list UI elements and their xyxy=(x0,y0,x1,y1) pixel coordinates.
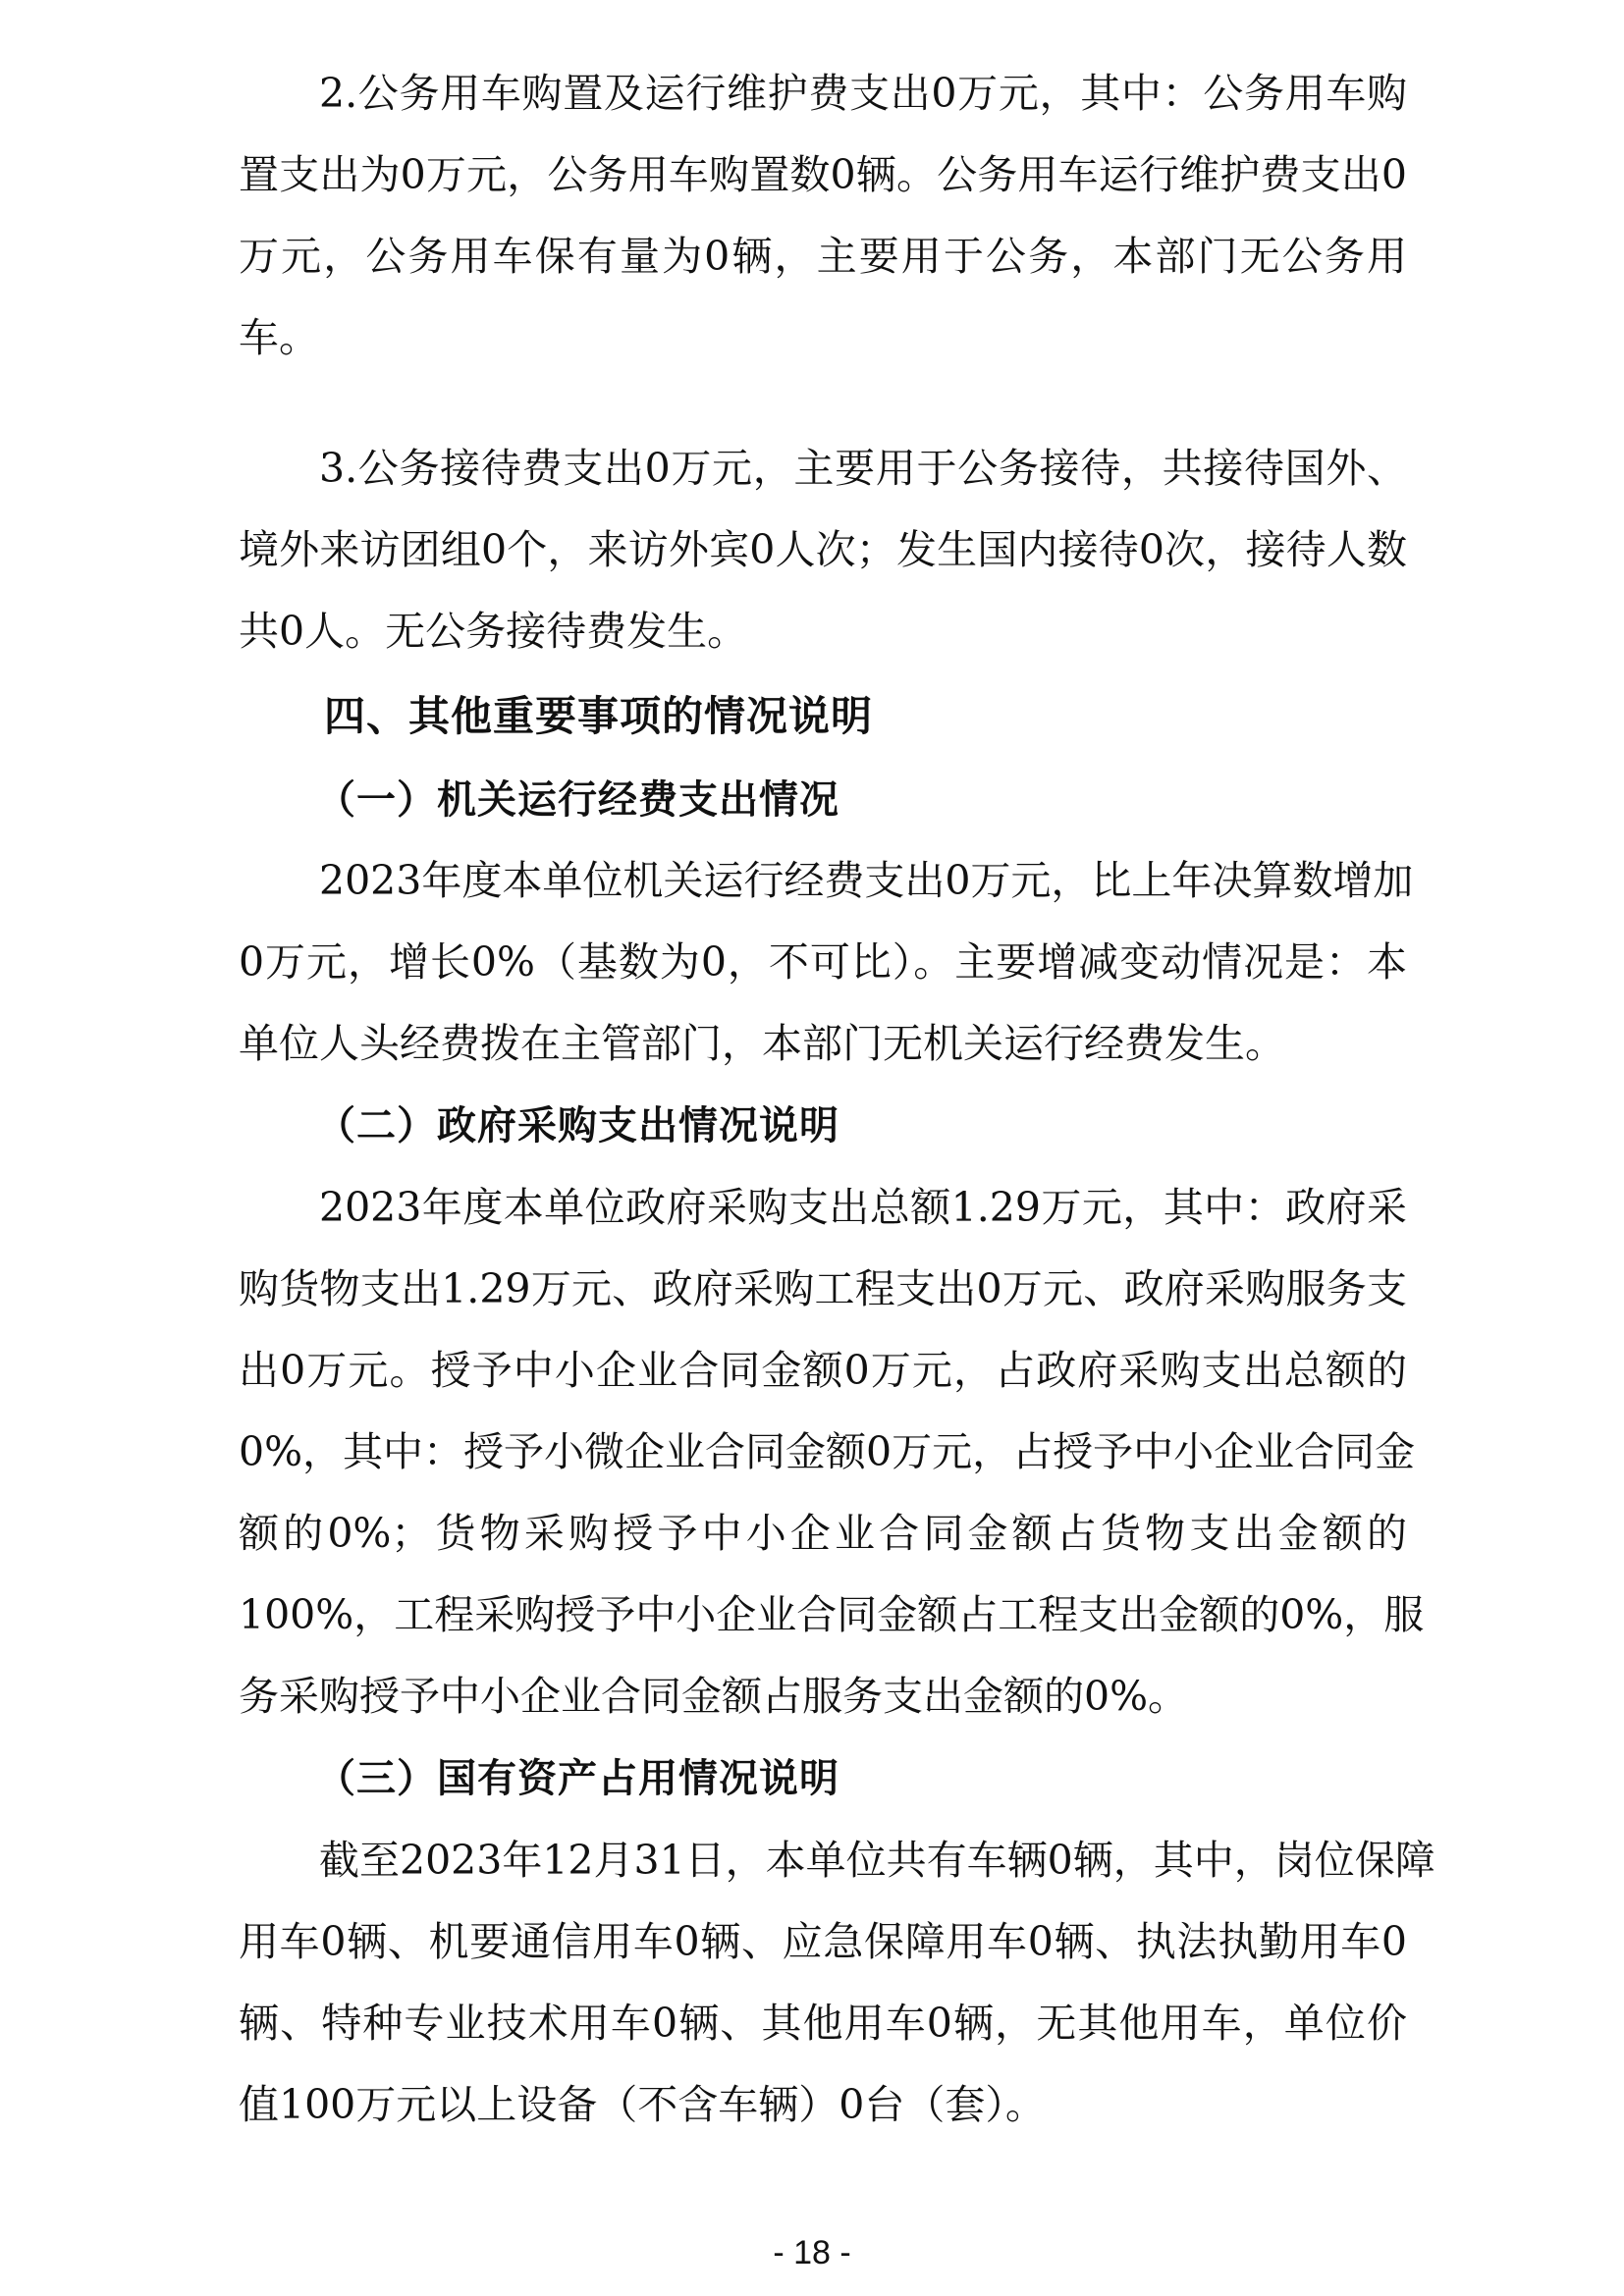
paragraph-line: 2.公务用车购置及运行维护费支出0万元，其中：公务用车购 xyxy=(319,70,1407,117)
paragraph-line: 万元，公务用车保有量为0辆，主要用于公务，本部门无公务用 xyxy=(239,233,1407,280)
paragraph-line: 共0人。无公务接待费发生。 xyxy=(239,608,748,655)
paragraph-line: 出0万元。授予中小企业合同金额0万元，占政府采购支出总额的 xyxy=(239,1347,1407,1394)
subsection-heading-state-assets: （三）国有资产占用情况说明 xyxy=(316,1756,839,1801)
paragraph-line: 单位人头经费拨在主管部门，本部门无机关运行经费发生。 xyxy=(239,1020,1285,1067)
paragraph-line: 额的0%；货物采购授予中小企业合同金额占货物支出金额的 xyxy=(239,1510,1407,1557)
subsection-heading-operating-expenses: （一）机关运行经费支出情况 xyxy=(316,777,839,823)
paragraph-line: 3.公务接待费支出0万元，主要用于公务接待，共接待国外、 xyxy=(319,445,1407,492)
page-number: - 18 - xyxy=(773,2234,851,2271)
subsection-heading-procurement: （二）政府采购支出情况说明 xyxy=(316,1103,839,1148)
section-heading-other-matters: 四、其他重要事项的情况说明 xyxy=(324,692,874,740)
paragraph-line: 车。 xyxy=(239,314,319,361)
paragraph-line: 2023年度本单位政府采购支出总额1.29万元，其中：政府采 xyxy=(319,1184,1407,1231)
paragraph-line: 辆、特种专业技术用车0辆、其他用车0辆，无其他用车，单位价 xyxy=(239,2000,1407,2047)
paragraph-line: 截至2023年12月31日，本单位共有车辆0辆，其中，岗位保障 xyxy=(319,1837,1435,1884)
paragraph-line: 0万元，增长0%（基数为0，不可比）。主要增减变动情况是：本 xyxy=(239,938,1407,986)
paragraph-line: 购货物支出1.29万元、政府采购工程支出0万元、政府采购服务支 xyxy=(239,1265,1407,1312)
paragraph-line: 境外来访团组0个，来访外宾0人次；发生国内接待0次，接待人数 xyxy=(239,526,1407,573)
paragraph-line: 2023年度本单位机关运行经费支出0万元，比上年决算数增加 xyxy=(319,857,1414,904)
paragraph-line: 用车0辆、机要通信用车0辆、应急保障用车0辆、执法执勤用车0 xyxy=(239,1918,1407,1965)
paragraph-line: 0%，其中：授予小微企业合同金额0万元，占授予中小企业合同金 xyxy=(239,1428,1416,1475)
paragraph-line: 务采购授予中小企业合同金额占服务支出金额的0%。 xyxy=(239,1673,1189,1720)
paragraph-line: 值100万元以上设备（不含车辆）0台（套）。 xyxy=(239,2081,1046,2128)
paragraph-line: 置支出为0万元，公务用车购置数0辆。公务用车运行维护费支出0 xyxy=(239,151,1407,198)
paragraph-line: 100%，工程采购授予中小企业合同金额占工程支出金额的0%，服 xyxy=(239,1591,1425,1638)
